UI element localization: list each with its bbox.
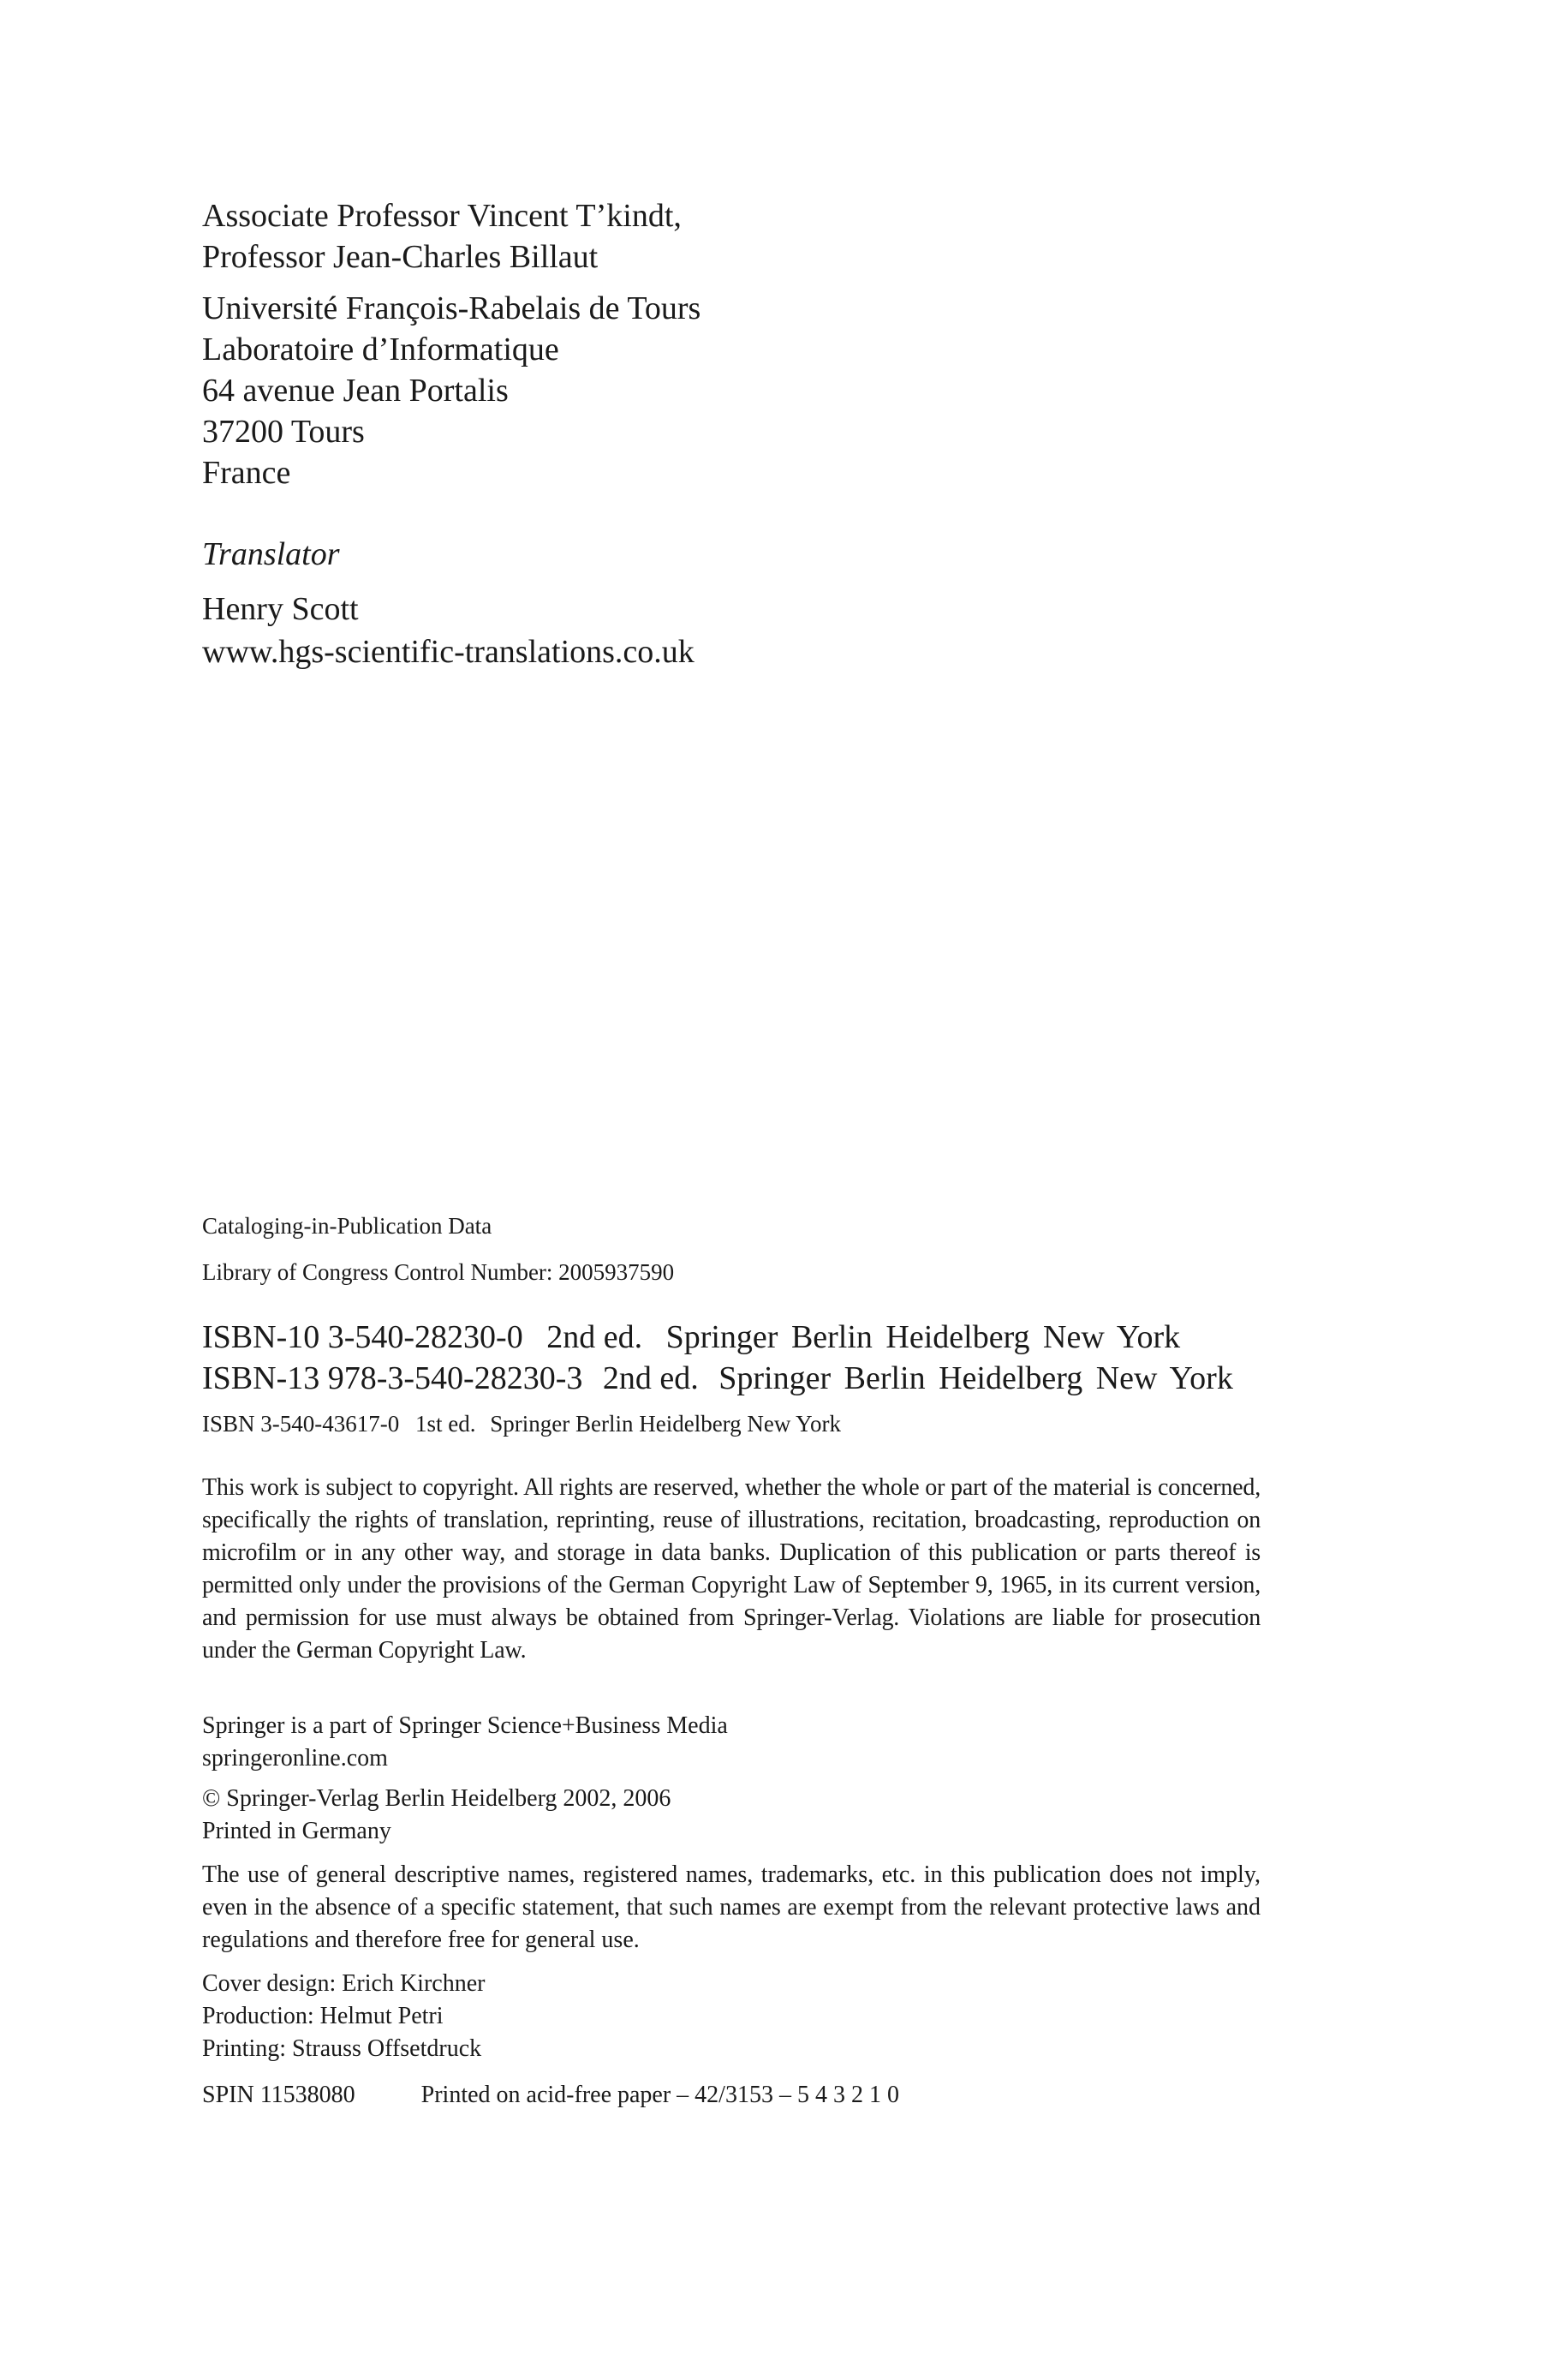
isbn13-publisher: Springer Berlin Heidelberg New York xyxy=(718,1360,1233,1396)
isbn10-number: ISBN-10 3-540-28230-0 xyxy=(202,1319,523,1355)
springer-block xyxy=(202,1710,728,1775)
isbn-first-publisher: Springer Berlin Heidelberg New York xyxy=(490,1411,841,1437)
author-line-1: Associate Professor Vincent T’kindt, xyxy=(202,198,682,234)
affiliation-country: France xyxy=(202,455,291,491)
isbn-first-number: ISBN 3-540-43617-0 xyxy=(202,1411,400,1437)
affiliation-lab: Laboratoire d’Informatique xyxy=(202,332,559,367)
copyright-notice: This work is subject to copyright. All rights are reserved, whether the whole or part of the material is concerned, specifically the rights of translation, reprinting, reuse of illustrations, recitation, broadcasting, reproduction on microfilm or in any other way, and storage in data banks. Duplication of this publication or parts thereof is permitted only under the provisions of the German Copyright Law of September 9, 1965, in its current version, and permission for use must always be obtained from Springer-Verlag. Violations are liable for prosecution under the German Copyright Law. xyxy=(202,1474,1261,1664)
affiliation-university: Université François-Rabelais de Tours xyxy=(202,290,701,326)
author-block xyxy=(202,195,682,278)
affiliation-city: 37200 Tours xyxy=(202,414,365,450)
copyright-block xyxy=(202,1783,671,1848)
production: Production: Helmut Petri xyxy=(202,2003,444,2029)
isbn-first-edition-row xyxy=(202,1409,841,1438)
spin-line xyxy=(202,2079,899,2112)
printed-in: Printed in Germany xyxy=(202,1818,391,1844)
isbn-first-edition: 1st ed. xyxy=(415,1411,476,1437)
isbn10-publisher: Springer Berlin Heidelberg New York xyxy=(665,1319,1181,1355)
printed-on-paper: Printed on acid-free paper – 42/3153 – 5 4 3 2 1 0 xyxy=(420,2082,899,2108)
springer-website: springeronline.com xyxy=(202,1745,388,1772)
springer-part-of: Springer is a part of Springer Science+Business Media xyxy=(202,1712,728,1739)
translator-website: www.hgs-scientific-translations.co.uk xyxy=(202,634,695,670)
translator-heading: Translator xyxy=(202,536,340,572)
cataloging-heading: Cataloging-in-Publication Data xyxy=(202,1213,492,1239)
isbn13-row xyxy=(202,1358,1233,1399)
cataloging-block xyxy=(202,1211,674,1287)
lccn-line: Library of Congress Control Number: 2005937590 xyxy=(202,1259,675,1285)
affiliation-block xyxy=(202,288,701,493)
isbn10-edition: 2nd ed. xyxy=(546,1319,643,1355)
affiliation-street: 64 avenue Jean Portalis xyxy=(202,373,509,409)
usage-notice: The use of general descriptive names, registered names, trademarks, etc. in this publication does not imply, even in the absence of a specific statement, that such names are exempt from the relevant protective laws and regulations and therefore free for general use. xyxy=(202,1861,1261,1953)
cover-design: Cover design: Erich Kirchner xyxy=(202,1970,486,1997)
credits-block xyxy=(202,1968,485,2065)
translator-block xyxy=(202,588,695,673)
isbn13-edition: 2nd ed. xyxy=(602,1360,699,1396)
spin-number: SPIN 11538080 xyxy=(202,2082,355,2108)
copyright-line: © Springer-Verlag Berlin Heidelberg 2002, 2006 xyxy=(202,1785,671,1812)
translator-name: Henry Scott xyxy=(202,591,359,627)
isbn-block xyxy=(202,1317,1233,1399)
printing: Printing: Strauss Offsetdruck xyxy=(202,2035,482,2062)
isbn13-number: ISBN-13 978-3-540-28230-3 xyxy=(202,1360,583,1396)
copyright-page xyxy=(202,0,1264,2378)
author-line-2: Professor Jean-Charles Billaut xyxy=(202,239,599,275)
isbn10-row xyxy=(202,1317,1233,1358)
